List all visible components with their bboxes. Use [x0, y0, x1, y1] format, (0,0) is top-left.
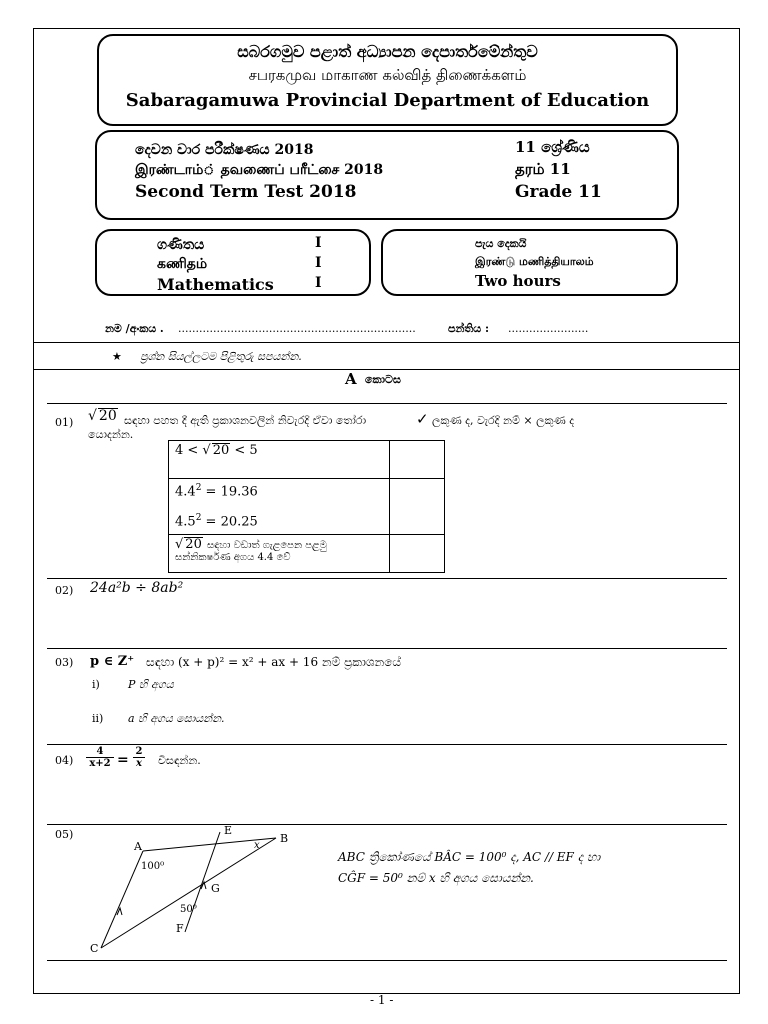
q5-line2: CĜF = 50⁰ නම් x හි අගය සොයන්න. — [338, 871, 534, 885]
q2-number: 02) — [55, 584, 74, 597]
q5-line1: ABC ත්‍රිකෝණයේ BÂC = 100⁰ ද, AC // EF ද හා — [338, 850, 601, 864]
angle-100: 100⁰ — [141, 861, 165, 872]
q1-root-value: 20 — [98, 408, 117, 424]
paper-number-3: I — [315, 275, 322, 291]
label-g: G — [211, 882, 220, 895]
exam-tamil: இரண்டாம்் தவணைப் பரீட்சை 2018 — [135, 162, 384, 178]
q1-row2b-sup: 2 — [195, 513, 202, 524]
exam-sinhala: දෙවන වාර පරීක්ෂණය 2018 — [135, 142, 314, 158]
q1-text3: යොදන්න. — [88, 428, 134, 441]
q4-num2: 2 — [133, 746, 145, 758]
class-field[interactable]: ....................... — [508, 322, 589, 335]
q2-expression: 24a²b ÷ 8ab² — [90, 580, 184, 596]
paper-number-1: I — [315, 235, 322, 251]
name-label: නම /අංකය . — [105, 322, 164, 335]
q1-root: √ 20 — [88, 408, 117, 424]
header-box — [97, 34, 678, 126]
grade-english: Grade 11 — [515, 182, 602, 202]
q4-den2: x — [136, 758, 142, 769]
q3-ii-text: a හි අගය සොයන්න. — [128, 712, 225, 725]
triangle-diagram — [80, 822, 300, 958]
q1-text2: ලකුණ ද, වැරදි නම් × ලකුණ ද — [432, 414, 575, 427]
tick-icon: ✓ — [416, 410, 429, 428]
angle-50: 50⁰ — [180, 904, 197, 915]
duration-box — [381, 229, 678, 296]
divider-q2 — [47, 648, 727, 649]
q1-row1-root: 20 — [212, 443, 230, 458]
instruction-text: ප්‍රශ්න සියල්ලටම පිළිතුරු සපයන්න. — [140, 350, 302, 363]
subject-tamil: கணிதம் — [157, 256, 208, 272]
q1-answer-cell-1[interactable] — [390, 441, 445, 479]
divider-q1 — [47, 578, 727, 579]
q4-num1: 4 — [86, 746, 114, 758]
q3-ii-label: ii) — [92, 712, 104, 725]
table-row: 4 < √ 20 < 5 — [169, 441, 390, 479]
q4-fraction-1 — [86, 746, 114, 769]
label-f: F — [176, 922, 184, 935]
subject-english: Mathematics — [157, 275, 274, 294]
name-field[interactable]: .................................................................... — [178, 322, 416, 335]
q1-answer-cell-2[interactable] — [390, 479, 445, 535]
q3-i-label: i) — [92, 678, 100, 691]
q1-row2b: 4.5 — [175, 514, 196, 530]
divider-q5 — [47, 960, 727, 961]
q3-number: 03) — [55, 656, 74, 669]
label-x: x — [254, 840, 260, 851]
divider-2 — [33, 369, 740, 370]
section-label: කොටස — [365, 373, 401, 386]
q1-answer-cell-3[interactable] — [390, 535, 445, 573]
label-b: B — [280, 832, 289, 845]
header-english: Sabaragamuwa Provincial Department of Education — [125, 90, 650, 111]
q1-row1-pre: 4 < — [175, 443, 199, 458]
label-e: E — [224, 824, 233, 837]
duration-sinhala: පැය දෙකයි — [475, 237, 527, 250]
table-row: √ 20 සඳහා වඩාත් ගැළපෙන පළමු සන්නිකර්ෂණ අගය 4.4 වේ — [169, 535, 390, 573]
page-number: - 1 - — [370, 993, 394, 1007]
q4-den1: x+2 — [89, 758, 111, 769]
paper-number-2: I — [315, 255, 322, 271]
divider-q3 — [47, 744, 727, 745]
q1-row3-text2: සන්නිකර්ෂණ අගය 4.4 වේ — [175, 552, 291, 564]
q4-equals: = — [117, 752, 129, 768]
label-a: A — [134, 840, 142, 853]
exam-english: Second Term Test 2018 — [135, 182, 357, 202]
divider-1 — [33, 342, 740, 343]
q1-row2a-sup: 2 — [195, 483, 202, 493]
label-c: C — [90, 942, 99, 955]
q1-row2b-post: = 20.25 — [201, 514, 258, 530]
section-letter: A — [345, 370, 357, 388]
q3-text: සඳහා (x + p)² = x² + ax + 16 නම් ප්‍රකාශනයේ — [146, 655, 402, 669]
q4-text: විසඳන්න. — [158, 754, 201, 767]
q4-fraction-2 — [133, 746, 145, 769]
q3-i-text: P හි අගය — [128, 678, 174, 691]
divider-3 — [47, 403, 727, 404]
grade-sinhala: 11 ශ්‍රේණිය — [515, 138, 590, 156]
q1-number: 01) — [55, 416, 74, 429]
q3-condition: p ∈ Z⁺ — [90, 654, 135, 669]
q1-row1-post: < 5 — [234, 443, 258, 458]
q5-number: 05) — [55, 828, 74, 841]
subject-sinhala: ගණිතය — [157, 237, 205, 253]
duration-tamil: இரண்டு மணித்தியாலம் — [475, 255, 594, 268]
class-label: පන්තිය : — [448, 322, 490, 335]
q1-row3-root: 20 — [185, 537, 202, 552]
q1-text1: සඳහා පහත දී ඇති ප්‍රකාශනවලින් නිවැරදි ඒවා තෝරා — [124, 414, 367, 427]
q1-row2a-post: = 19.36 — [201, 484, 258, 500]
line-ac — [101, 851, 143, 948]
duration-english: Two hours — [475, 272, 561, 290]
header-tamil: சபரகமுவ மாகாண கல்வித் திணைக்களம் — [248, 66, 527, 84]
subject-box — [95, 229, 371, 296]
q1-row2a: 4.4 — [175, 484, 196, 500]
q1-table — [168, 440, 445, 573]
header-sinhala: සබරගමුව පළාත් අධ්‍යාපන දෙපාර්තමේන්තුව — [237, 42, 538, 61]
grade-tamil: தரம் 11 — [515, 160, 571, 178]
star-icon: ★ — [112, 350, 122, 363]
table-row — [169, 479, 390, 535]
q1-row3-text: සඳහා වඩාත් ගැළපෙන පළමු — [206, 540, 327, 551]
line-cb — [101, 838, 276, 948]
exam-box — [95, 130, 679, 220]
q4-number: 04) — [55, 754, 74, 767]
